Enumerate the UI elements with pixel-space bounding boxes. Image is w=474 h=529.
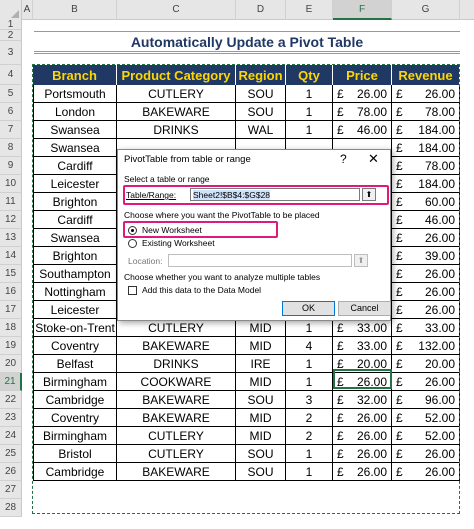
row-header-1[interactable]: 1 xyxy=(0,20,22,30)
cell-region[interactable]: SOU xyxy=(236,391,286,409)
cell-revenue[interactable] xyxy=(392,121,460,139)
cell-category[interactable]: BAKEWARE xyxy=(117,463,236,481)
currency-symbol: £ xyxy=(337,338,344,353)
currency-symbol: £ xyxy=(396,320,403,335)
cell-qty[interactable]: 1 xyxy=(286,319,333,337)
cell-price[interactable] xyxy=(333,409,392,427)
cell-value: 33.00 xyxy=(356,320,387,335)
cell-value: 26.00 xyxy=(424,230,455,245)
currency-symbol: £ xyxy=(396,392,403,407)
new-worksheet-label: New Worksheet xyxy=(142,225,202,235)
cell-branch[interactable]: London xyxy=(33,103,117,121)
cell-revenue[interactable] xyxy=(392,193,460,211)
cell-value: 184.00 xyxy=(418,176,455,191)
cell-branch[interactable]: Portsmouth xyxy=(33,85,117,103)
select-all-icon xyxy=(11,10,19,18)
cell-revenue[interactable] xyxy=(392,229,460,247)
cell-region[interactable]: SOU xyxy=(236,85,286,103)
row-header-11[interactable]: 11 xyxy=(0,193,22,211)
cell-branch[interactable]: Cardiff xyxy=(33,157,117,175)
cell-branch[interactable]: Leicester xyxy=(33,301,117,319)
cell-value: 60.00 xyxy=(424,194,455,209)
currency-symbol: £ xyxy=(337,464,344,479)
currency-symbol: £ xyxy=(396,194,403,209)
cell-price[interactable] xyxy=(333,373,392,391)
cell-revenue[interactable] xyxy=(392,175,460,193)
currency-symbol: £ xyxy=(337,122,344,137)
currency-symbol: £ xyxy=(396,356,403,371)
cell-qty[interactable]: 2 xyxy=(286,427,333,445)
row-header-13[interactable]: 13 xyxy=(0,229,22,247)
cell-price[interactable] xyxy=(333,337,392,355)
cell-revenue[interactable] xyxy=(392,445,460,463)
cell-revenue[interactable] xyxy=(392,157,460,175)
currency-symbol: £ xyxy=(337,374,344,389)
row-header-17[interactable]: 17 xyxy=(0,301,22,319)
row-header-28[interactable]: 28 xyxy=(0,499,22,517)
cell-revenue[interactable] xyxy=(392,427,460,445)
row-header-9[interactable]: 9 xyxy=(0,157,22,175)
row-header-25[interactable]: 25 xyxy=(0,445,22,463)
currency-symbol: £ xyxy=(396,446,403,461)
cell-revenue[interactable] xyxy=(392,463,460,481)
cell-region[interactable]: SOU xyxy=(236,103,286,121)
cell-category[interactable]: CUTLERY xyxy=(117,427,236,445)
cell-value: 26.00 xyxy=(356,410,387,425)
row-header-15[interactable]: 15 xyxy=(0,265,22,283)
cell-region[interactable]: WAL xyxy=(236,121,286,139)
cell-region[interactable]: MID xyxy=(236,427,286,445)
data-model-option[interactable] xyxy=(128,285,261,295)
existing-worksheet-option[interactable] xyxy=(128,237,215,249)
cell-qty[interactable]: 1 xyxy=(286,121,333,139)
help-icon[interactable]: ? xyxy=(340,152,347,166)
header-price[interactable]: Price xyxy=(333,65,392,85)
currency-symbol: £ xyxy=(337,104,344,119)
row-header-2[interactable]: 2 xyxy=(0,30,22,41)
table-range-label: Table/Range: xyxy=(126,190,177,200)
cell-value: 78.00 xyxy=(424,158,455,173)
cell-value: 26.00 xyxy=(424,464,455,479)
currency-symbol: £ xyxy=(337,428,344,443)
ok-button[interactable]: OK xyxy=(282,301,335,316)
existing-worksheet-radio[interactable] xyxy=(128,239,137,248)
dialog-title: PivotTable from table or range xyxy=(124,154,251,165)
cell-value: 78.00 xyxy=(424,104,455,119)
currency-symbol: £ xyxy=(337,392,344,407)
cell-category[interactable]: CUTLERY xyxy=(117,445,236,463)
cell-value: 33.00 xyxy=(424,320,455,335)
cell-branch[interactable]: Swansea xyxy=(33,229,117,247)
cell-qty[interactable]: 1 xyxy=(286,463,333,481)
cell-region[interactable]: MID xyxy=(236,337,286,355)
table-range-value: Sheet2!$B$4:$G$28 xyxy=(193,190,271,200)
cell-qty[interactable]: 2 xyxy=(286,409,333,427)
currency-symbol: £ xyxy=(396,338,403,353)
cell-value: 20.00 xyxy=(356,356,387,371)
cell-price[interactable] xyxy=(333,391,392,409)
cell-category[interactable]: BAKEWARE xyxy=(117,409,236,427)
cell-value: 26.00 xyxy=(356,446,387,461)
cell-region[interactable]: MID xyxy=(236,373,286,391)
row-header-7[interactable]: 7 xyxy=(0,121,22,139)
currency-symbol: £ xyxy=(337,86,344,101)
cell-value: 52.00 xyxy=(424,428,455,443)
cell-value: 20.00 xyxy=(424,356,455,371)
cell-category[interactable]: BAKEWARE xyxy=(117,103,236,121)
cell-price[interactable] xyxy=(333,85,392,103)
collapse-dialog-icon[interactable]: ⬆ xyxy=(362,188,376,201)
row-header-10[interactable]: 10 xyxy=(0,175,22,193)
cell-value: 96.00 xyxy=(424,392,455,407)
data-model-label: Add this data to the Data Model xyxy=(142,285,262,295)
cell-price[interactable] xyxy=(333,121,392,139)
cell-category[interactable]: CUTLERY xyxy=(117,319,236,337)
cell-qty[interactable]: 4 xyxy=(286,337,333,355)
cell-branch[interactable]: Brighton xyxy=(33,193,117,211)
cell-qty[interactable]: 1 xyxy=(286,445,333,463)
placement-label: Choose where you want the PivotTable to be placed xyxy=(124,210,320,220)
cell-region[interactable]: SOU xyxy=(236,463,286,481)
cell-category[interactable]: COOKWARE xyxy=(117,373,236,391)
cell-branch[interactable]: Coventry xyxy=(33,337,117,355)
cell-branch[interactable]: Brighton xyxy=(33,247,117,265)
cell-value: 32.00 xyxy=(356,392,387,407)
existing-worksheet-label: Existing Worksheet xyxy=(142,238,215,248)
currency-symbol: £ xyxy=(396,464,403,479)
cell-price[interactable] xyxy=(333,103,392,121)
cell-branch[interactable]: Swansea xyxy=(33,121,117,139)
data-model-checkbox[interactable] xyxy=(128,286,137,295)
cell-category[interactable]: BAKEWARE xyxy=(117,337,236,355)
cell-branch[interactable]: Cardiff xyxy=(33,211,117,229)
cell-value: 52.00 xyxy=(424,410,455,425)
column-header-f[interactable]: F xyxy=(333,0,392,20)
cell-revenue[interactable] xyxy=(392,391,460,409)
cell-region[interactable]: MID xyxy=(236,319,286,337)
row-header-22[interactable]: 22 xyxy=(0,391,22,409)
currency-symbol: £ xyxy=(396,212,403,227)
cell-branch[interactable]: Cambridge xyxy=(33,463,117,481)
new-worksheet-option[interactable] xyxy=(128,224,202,236)
row-header-3[interactable]: 3 xyxy=(0,41,22,65)
row-header-21[interactable]: 21 xyxy=(0,373,22,391)
table-range-input[interactable] xyxy=(190,188,360,201)
cell-branch[interactable]: Coventry xyxy=(33,409,117,427)
row-header-5[interactable]: 5 xyxy=(0,85,22,103)
cell-branch[interactable]: Swansea xyxy=(33,139,117,157)
row-header-20[interactable]: 20 xyxy=(0,355,22,373)
table-range-row xyxy=(126,188,382,202)
currency-symbol: £ xyxy=(396,104,403,119)
cell-value: 26.00 xyxy=(356,86,387,101)
column-header-g[interactable]: G xyxy=(392,0,460,20)
cell-value: 78.00 xyxy=(356,104,387,119)
column-header-c[interactable]: C xyxy=(117,0,236,20)
cell-value: 46.00 xyxy=(356,122,387,137)
row-header-18[interactable]: 18 xyxy=(0,319,22,337)
column-header-bar xyxy=(0,0,474,20)
cell-branch[interactable]: Leicester xyxy=(33,175,117,193)
column-header-d[interactable]: D xyxy=(236,0,286,20)
cell-region[interactable]: MID xyxy=(236,409,286,427)
cell-price[interactable] xyxy=(333,319,392,337)
row-header-27[interactable]: 27 xyxy=(0,481,22,499)
currency-symbol: £ xyxy=(396,158,403,173)
currency-symbol: £ xyxy=(396,86,403,101)
currency-symbol: £ xyxy=(396,302,403,317)
cell-branch[interactable]: Belfast xyxy=(33,355,117,373)
currency-symbol: £ xyxy=(396,428,403,443)
cell-category[interactable]: CUTLERY xyxy=(117,85,236,103)
currency-symbol: £ xyxy=(337,356,344,371)
cell-revenue[interactable] xyxy=(392,301,460,319)
row-header-19[interactable]: 19 xyxy=(0,337,22,355)
cell-revenue[interactable] xyxy=(392,409,460,427)
cell-category[interactable]: DRINKS xyxy=(117,355,236,373)
cell-value: 26.00 xyxy=(356,374,387,389)
cell-value: 26.00 xyxy=(424,86,455,101)
cell-value: 26.00 xyxy=(424,374,455,389)
select-all-button[interactable] xyxy=(0,0,22,20)
cell-branch[interactable]: Cambridge xyxy=(33,391,117,409)
header-branch[interactable]: Branch xyxy=(33,65,117,85)
currency-symbol: £ xyxy=(337,410,344,425)
location-collapse-icon[interactable]: ⬆ xyxy=(354,254,368,267)
row-header-4[interactable]: 4 xyxy=(0,65,22,85)
cell-revenue[interactable] xyxy=(392,373,460,391)
cell-qty[interactable]: 3 xyxy=(286,391,333,409)
column-header-e[interactable]: E xyxy=(286,0,333,20)
cell-revenue[interactable] xyxy=(392,337,460,355)
cell-category[interactable]: DRINKS xyxy=(117,121,236,139)
currency-symbol: £ xyxy=(396,374,403,389)
currency-symbol: £ xyxy=(337,320,344,335)
cell-value: 184.00 xyxy=(418,140,455,155)
cell-price[interactable] xyxy=(333,463,392,481)
currency-symbol: £ xyxy=(396,122,403,137)
select-range-label: Select a table or range xyxy=(124,174,210,184)
header-product-category[interactable]: Product Category xyxy=(117,65,236,85)
new-worksheet-radio[interactable] xyxy=(128,226,137,235)
cell-branch[interactable]: Stoke-on-Trent xyxy=(33,319,117,337)
row-header-12[interactable]: 12 xyxy=(0,211,22,229)
cell-region[interactable]: SOU xyxy=(236,445,286,463)
header-region[interactable]: Region xyxy=(236,65,286,85)
cell-qty[interactable]: 1 xyxy=(286,373,333,391)
row-header-16[interactable]: 16 xyxy=(0,283,22,301)
cancel-button[interactable]: Cancel xyxy=(338,301,391,316)
currency-symbol: £ xyxy=(337,446,344,461)
location-input[interactable] xyxy=(168,254,352,267)
currency-symbol: £ xyxy=(396,410,403,425)
cell-value: 46.00 xyxy=(424,212,455,227)
column-header-b[interactable]: B xyxy=(33,0,117,20)
cell-revenue[interactable] xyxy=(392,283,460,301)
cell-value: 184.00 xyxy=(418,122,455,137)
cell-qty[interactable]: 1 xyxy=(286,103,333,121)
cell-region[interactable]: IRE xyxy=(236,355,286,373)
cell-revenue[interactable] xyxy=(392,85,460,103)
multiple-tables-label: Choose whether you want to analyze multiple tables xyxy=(124,272,321,282)
row-header-24[interactable]: 24 xyxy=(0,427,22,445)
cell-value: 33.00 xyxy=(356,338,387,353)
cell-branch[interactable]: Birmingham xyxy=(33,373,117,391)
cell-value: 132.00 xyxy=(418,338,455,353)
cell-branch[interactable]: Southampton xyxy=(33,265,117,283)
close-icon[interactable]: ✕ xyxy=(368,151,379,166)
cell-revenue[interactable] xyxy=(392,211,460,229)
cell-value: 26.00 xyxy=(356,428,387,443)
pivottable-dialog xyxy=(117,149,391,321)
currency-symbol: £ xyxy=(396,248,403,263)
cell-value: 26.00 xyxy=(424,302,455,317)
currency-symbol: £ xyxy=(396,140,403,155)
cell-value: 26.00 xyxy=(424,284,455,299)
cell-branch[interactable]: Birmingham xyxy=(33,427,117,445)
cell-qty[interactable]: 1 xyxy=(286,355,333,373)
cell-branch[interactable]: Nottingham xyxy=(33,283,117,301)
cell-category[interactable]: BAKEWARE xyxy=(117,391,236,409)
header-revenue[interactable]: Revenue xyxy=(392,65,460,85)
cell-value: 39.00 xyxy=(424,248,455,263)
cell-revenue[interactable] xyxy=(392,103,460,121)
currency-symbol: £ xyxy=(396,284,403,299)
row-header-26[interactable]: 26 xyxy=(0,463,22,481)
cell-revenue[interactable] xyxy=(392,319,460,337)
cell-price[interactable] xyxy=(333,355,392,373)
column-header-a[interactable]: A xyxy=(22,0,33,20)
cell-revenue[interactable] xyxy=(392,247,460,265)
cell-value: 26.00 xyxy=(424,446,455,461)
cell-qty[interactable]: 1 xyxy=(286,85,333,103)
row-header-23[interactable]: 23 xyxy=(0,409,22,427)
row-header-6[interactable]: 6 xyxy=(0,103,22,121)
currency-symbol: £ xyxy=(396,266,403,281)
row-header-8[interactable]: 8 xyxy=(0,139,22,157)
row-header-14[interactable]: 14 xyxy=(0,247,22,265)
sheet-title: Automatically Update a Pivot Table xyxy=(34,31,460,54)
cell-revenue[interactable] xyxy=(392,355,460,373)
header-qty[interactable]: Qty xyxy=(286,65,333,85)
cell-price[interactable] xyxy=(333,427,392,445)
cell-revenue[interactable] xyxy=(392,265,460,283)
location-label: Location: xyxy=(128,256,163,266)
cell-revenue[interactable] xyxy=(392,139,460,157)
cell-value: 26.00 xyxy=(356,464,387,479)
cell-price[interactable] xyxy=(333,445,392,463)
cell-branch[interactable]: Bristol xyxy=(33,445,117,463)
cell-value: 26.00 xyxy=(424,266,455,281)
currency-symbol: £ xyxy=(396,230,403,245)
currency-symbol: £ xyxy=(396,176,403,191)
